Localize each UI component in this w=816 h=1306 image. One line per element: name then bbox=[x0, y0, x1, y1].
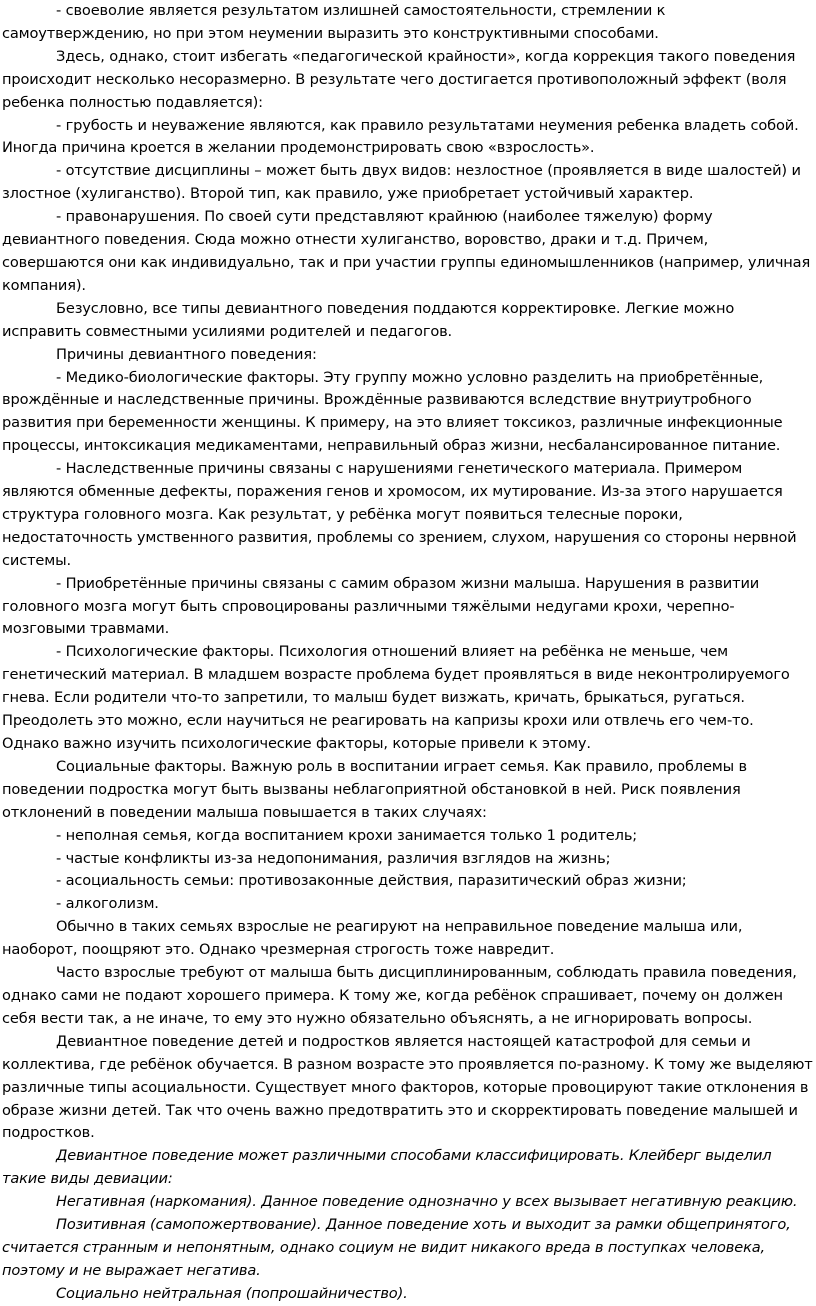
paragraph-acquired: - Приобретённые причины связаны с самим образом жизни малыша. Нарушения в развитии головного мозга могут быть спровоцированы различными тяжёлыми недугами крохи, черепно-мозговыми травмами. bbox=[2, 574, 760, 638]
list-item-alcoholism: - алкоголизм. bbox=[56, 895, 159, 913]
paragraph-pedagogical-extreme: Здесь, однако, стоит избегать «педагогической крайности», когда коррекция такого поведения происходит несколько несоразмерно. В результате чего достигается противоположный эффект (воля ребенка полностью подавляется): bbox=[2, 47, 796, 111]
list-item-conflicts: - частые конфликты из-за недопонимания, различия взглядов на жизнь; bbox=[56, 849, 611, 867]
paragraph-correction: Безусловно, все типы девиантного поведения поддаются корректировке. Легкие можно исправить совместными усилиями родителей и педагогов. bbox=[2, 299, 735, 340]
paragraph-negative-type: Негативная (наркомания). Данное поведение однозначно у всех вызывает негативную реакцию. bbox=[56, 1193, 798, 1211]
paragraph-adults-reaction: Обычно в таких семьях взрослые не реагируют на неправильное поведение малыша или, наоборот, поощряют это. Однако чрезмерная строгость тоже навредит. bbox=[2, 918, 743, 959]
paragraph-neutral-type: Социально нейтральная (попрошайничество). bbox=[56, 1284, 408, 1302]
paragraph-offenses: - правонарушения. По своей сути представляют крайнюю (наиболее тяжелую) форму девиантного поведения. Сюда можно отнести хулиганство, воровство, драки и т.д. Причем, совершаются они как индивидуально, так и при участии группы единомышленников (например, уличная компания). bbox=[2, 208, 811, 294]
paragraph-causes-heading: Причины девиантного поведения: bbox=[56, 345, 317, 363]
paragraph-classification-intro: Девиантное поведение может различными способами классифицировать. Клейберг выделил такие виды девиации: bbox=[2, 1147, 772, 1188]
paragraph-positive-type: Позитивная (самопожертвование). Данное поведение хоть и выходит за рамки общепринятого, считается странным и непонятным, однако социум не видит никакого вреда в поступках человека, поэтому и не выражает негатива. bbox=[2, 1216, 791, 1279]
document-page bbox=[2, 0, 814, 1306]
paragraph-rudeness: - грубость и неуважение являются, как правило результатами неумения ребенка владеть собой. Иногда причина кроется в желании продемонстрировать свою «взрослость». bbox=[2, 116, 799, 157]
paragraph-catastrophe: Девиантное поведение детей и подростков является настоящей катастрофой для семьи и коллектива, где ребёнок обучается. В разном возрасте это проявляется по-разному. К тому же выделяют различные типы асоциальности. Существует много факторов, которые провоцируют такие отклонения в образе жизни детей. Так что очень важно предотвратить это и скорректировать поведение малышей и подростков. bbox=[2, 1032, 813, 1142]
list-item-asocial-family: - асоциальность семьи: противозаконные действия, паразитический образ жизни; bbox=[56, 872, 687, 890]
paragraph-social: Социальные факторы. Важную роль в воспитании играет семья. Как правило, проблемы в поведении подростка могут быть вызваны неблагоприятной обстановкой в ней. Риск появления отклонений в поведении малыша повышается в таких случаях: bbox=[2, 757, 747, 821]
paragraph-willfulness: - своеволие является результатом излишней самостоятельности, стремлении к самоутверждению, но при этом неумении выразить это конструктивными способами. bbox=[2, 2, 666, 42]
paragraph-psychological: - Психологические факторы. Психология отношений влияет на ребёнка не меньше, чем генетический материал. В младшем возрасте проблема будет проявляться в виде неконтролируемого гнева. Если родители что-то запретили, то малыш будет визжать, кричать, брыкаться, ругаться. Преодолеть это можно, если научиться не реагировать на капризы крохи или отвлечь его чем-то. Однако важно изучить психологические факторы, которые привели к этому. bbox=[2, 643, 790, 752]
paragraph-discipline-example: Часто взрослые требуют от малыша быть дисциплинированным, соблюдать правила поведения, однако сами не подают хорошего примера. К тому же, когда ребёнок спрашивает, почему он должен себя вести так, а не иначе, то ему это нужно обязательно объяснять, а не игнорировать вопросы. bbox=[2, 964, 797, 1027]
paragraph-medical-biological: - Медико-биологические факторы. Эту группу можно условно разделить на приобретённые, врождённые и наследственные причины. Врождённые развиваются вследствие внутриутробного развития при беременности женщины. К примеру, на это влияет токсикоз, различные инфекционные процессы, интоксикация медикаментами, неправильный образ жизни, несбалансированное питание. bbox=[2, 368, 783, 455]
paragraph-hereditary: - Наследственные причины связаны с нарушениями генетического материала. Примером являются обменные дефекты, поражения генов и хромосом, их мутирование. Из-за этого нарушается структура головного мозга. Как результат, у ребёнка могут появиться телесные пороки, недостаточность умственного развития, проблемы со зрением, слухом, нарушения со стороны нервной системы. bbox=[2, 460, 797, 569]
list-item-single-parent: - неполная семья, когда воспитанием крохи занимается только 1 родитель; bbox=[56, 826, 638, 844]
paragraph-lack-of-discipline: - отсутствие дисциплины – может быть двух видов: незлостное (проявляется в виде шалостей) и злостное (хулиганство). Второй тип, как правило, уже приобретает устойчивый характер. bbox=[2, 162, 801, 203]
